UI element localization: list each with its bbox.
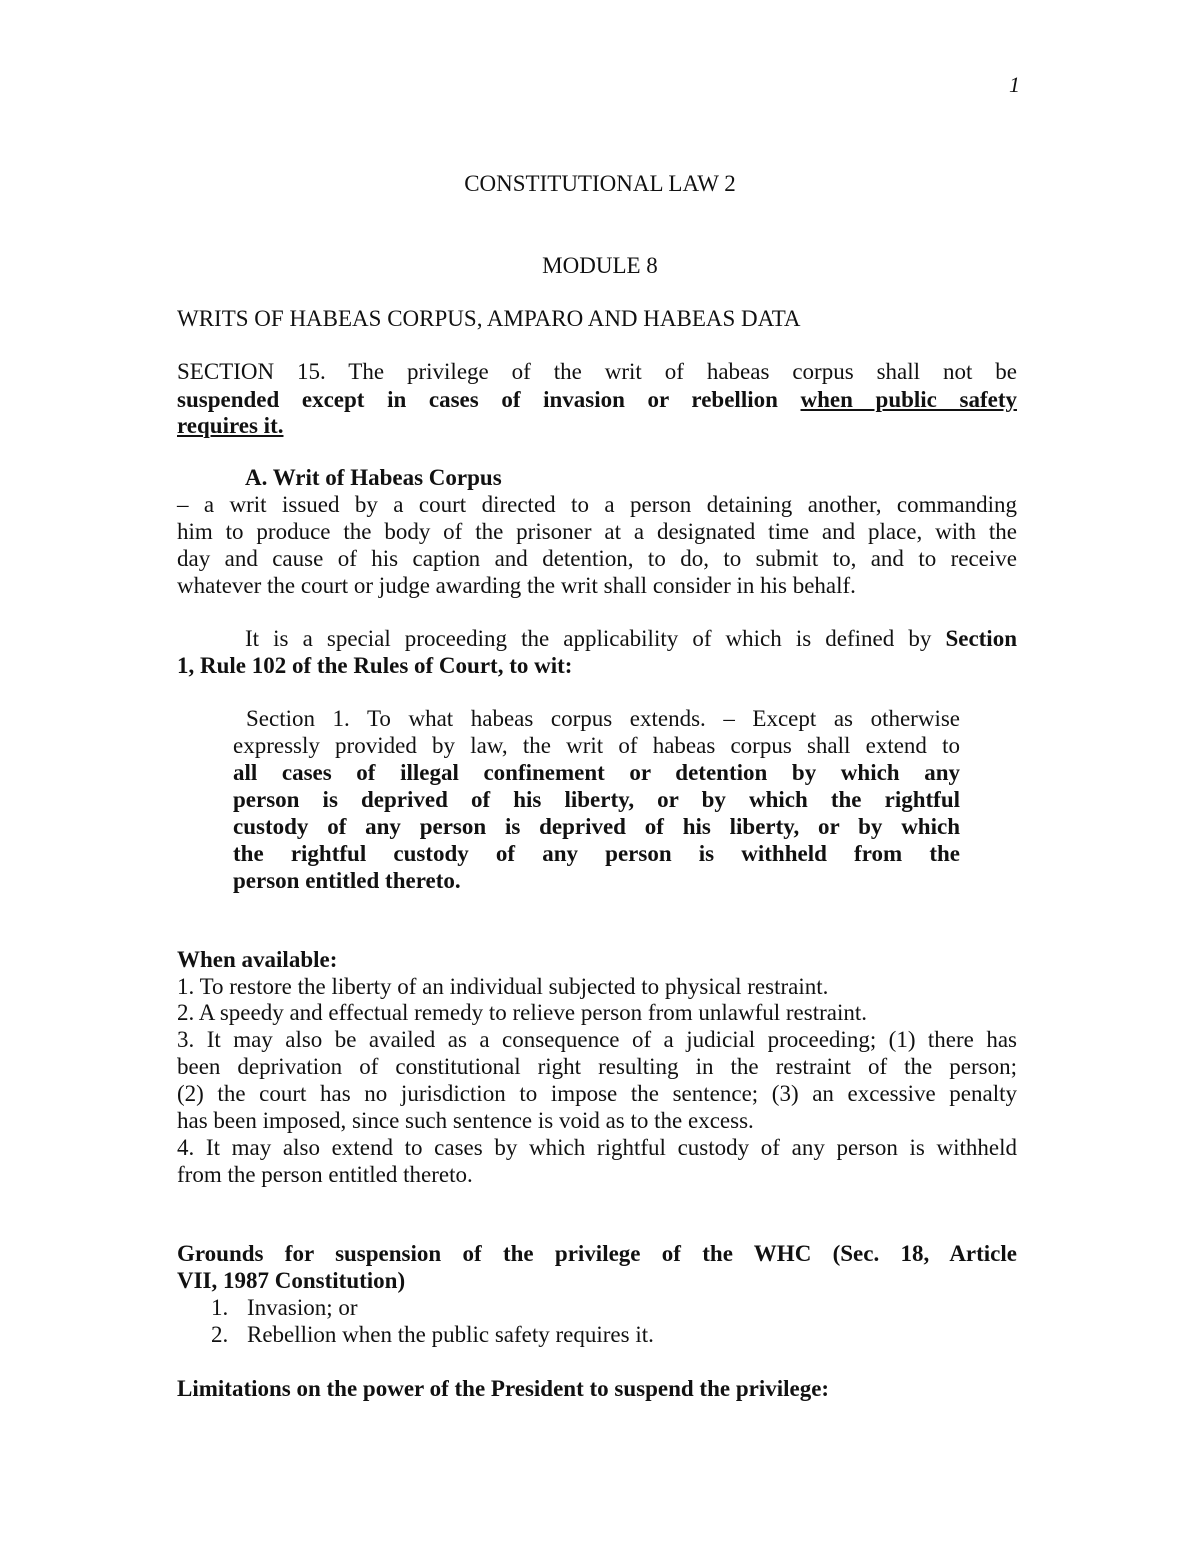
section15-line2: suspended except in cases of invasion or rebellion when public safety bbox=[177, 387, 1017, 412]
when-available-line: 4. It may also extend to cases by which rightful custody of any person is withheld bbox=[177, 1135, 1017, 1160]
when-available-line: from the person entitled thereto. bbox=[177, 1162, 473, 1187]
section15-line3: requires it. bbox=[177, 413, 284, 438]
when-available-line: has been imposed, since such sentence is void as to the excess. bbox=[177, 1108, 754, 1133]
grounds-item: 2. Rebellion when the public safety requires it. bbox=[211, 1322, 654, 1347]
rule-quote-bold-line: custody of any person is deprived of his liberty, or by which bbox=[233, 814, 960, 839]
rule-quote-bold-line: person is deprived of his liberty, or by which the rightful bbox=[233, 787, 960, 812]
grounds-heading-line1: Grounds for suspension of the privilege of the WHC (Sec. 18, Article bbox=[177, 1241, 1017, 1266]
module-label: MODULE 8 bbox=[542, 253, 658, 278]
writ-heading: A. Writ of Habeas Corpus bbox=[245, 465, 502, 490]
when-available-line: (2) the court has no jurisdiction to impose the sentence; (3) an excessive penalty bbox=[177, 1081, 1017, 1106]
course-title: CONSTITUTIONAL LAW 2 bbox=[464, 171, 736, 196]
when-available-line: been deprivation of constitutional right resulting in the restraint of the person; bbox=[177, 1054, 1017, 1079]
when-available-line: 2. A speedy and effectual remedy to relieve person from unlawful restraint. bbox=[177, 1000, 867, 1025]
section15-line1: SECTION 15. The privilege of the writ of habeas corpus shall not be bbox=[177, 359, 1017, 384]
writ-definition-line: – a writ issued by a court directed to a person detaining another, commanding bbox=[177, 492, 1017, 517]
rule-quote-line: expressly provided by law, the writ of habeas corpus shall extend to bbox=[233, 733, 960, 758]
special-proceeding-line1: It is a special proceeding the applicability of which is defined by Section bbox=[245, 626, 1017, 651]
writ-definition-line: whatever the court or judge awarding the writ shall consider in his behalf. bbox=[177, 573, 856, 598]
rule-quote-bold-line: all cases of illegal confinement or detention by which any bbox=[233, 760, 960, 785]
writ-definition-line: him to produce the body of the prisoner at a designated time and place, with the bbox=[177, 519, 1017, 544]
when-available-line: 1. To restore the liberty of an individual subjected to physical restraint. bbox=[177, 974, 829, 999]
rule-quote-line: Section 1. To what habeas corpus extends. – Except as otherwise bbox=[246, 706, 960, 731]
limitations-heading: Limitations on the power of the President to suspend the privilege: bbox=[177, 1376, 830, 1401]
when-available-line: 3. It may also be availed as a consequence of a judicial proceeding; (1) there has bbox=[177, 1027, 1017, 1052]
rule-quote-bold-line: the rightful custody of any person is withheld from the bbox=[233, 841, 960, 866]
page-number: 1 bbox=[1009, 72, 1020, 97]
special-proceeding-line2: 1, Rule 102 of the Rules of Court, to wit: bbox=[177, 653, 573, 678]
grounds-heading-line2: VII, 1987 Constitution) bbox=[177, 1268, 406, 1293]
when-available-heading: When available: bbox=[177, 947, 338, 972]
grounds-item: 1. Invasion; or bbox=[211, 1295, 358, 1320]
writ-definition-line: day and cause of his caption and detention, to do, to submit to, and to receive bbox=[177, 546, 1017, 571]
rule-quote-bold-line: person entitled thereto. bbox=[233, 868, 461, 893]
main-heading: WRITS OF HABEAS CORPUS, AMPARO AND HABEAS DATA bbox=[177, 306, 801, 331]
